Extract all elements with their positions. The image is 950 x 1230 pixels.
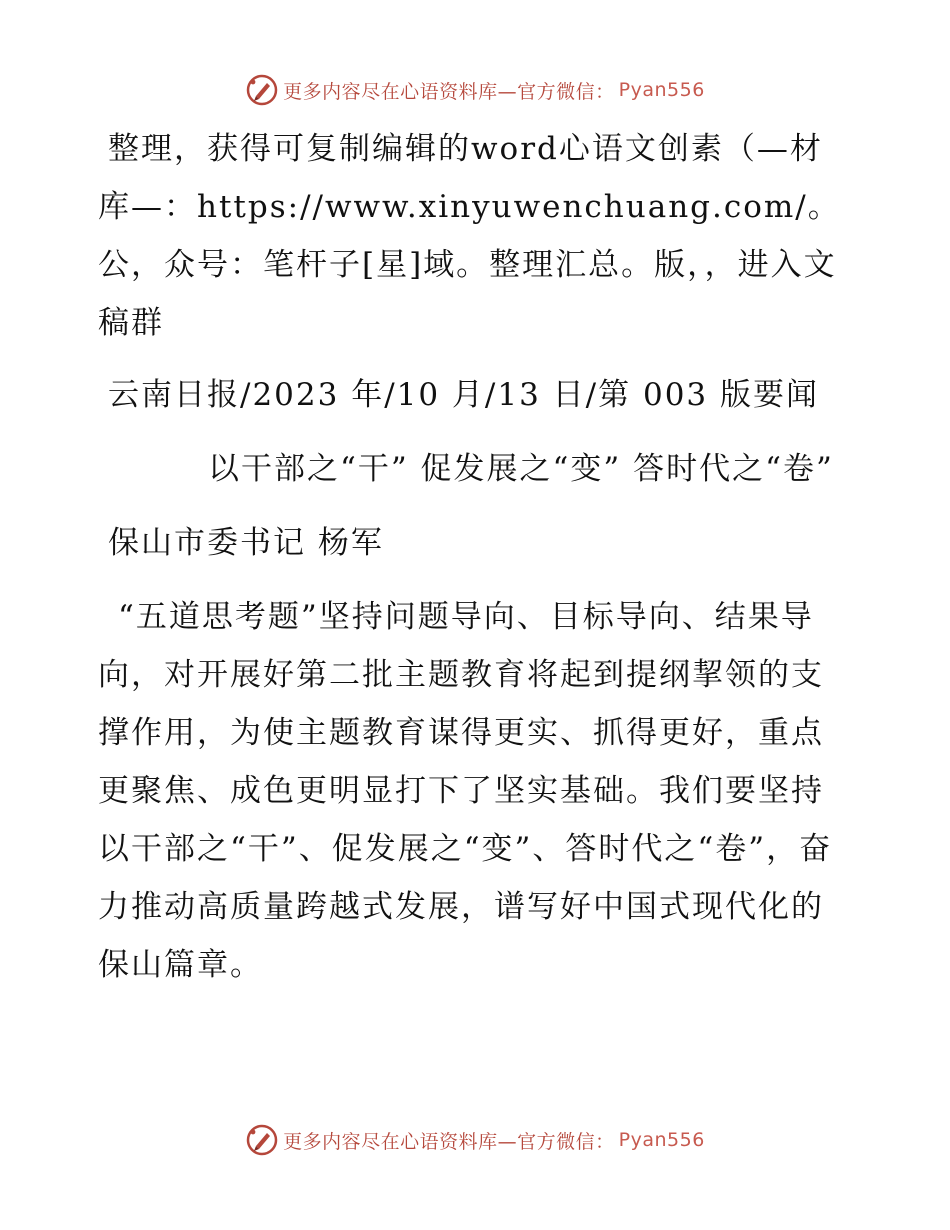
watermark-group — [245, 1123, 705, 1157]
intro-paragraph: 整理，获得可复制编辑的word心语文创素（—材库—：https://www.xinyuwenchuang.com/。公，众号：笔杆子[星]域。整理汇总。版，，进入文稿群 — [98, 131, 841, 341]
watermark-text: 更多内容尽在心语资料库—官方微信： — [283, 80, 615, 103]
body-paragraph: “五道思考题”坚持问题导向、目标导向、结果导向，对开展好第二批主题教育将起到提纲挈领的支撑作用，为使主题教育谋得更实、抓得更好，重点更聚焦、成色更明显打下了坚实基础。我们要坚持以干部之“干”、促发展之“变”、答时代之“卷”，奋力推动高质量跨越式发展，谱写好中国式现代化的保山篇章。 — [98, 599, 833, 983]
document-body — [98, 120, 850, 994]
pen-nib-icon — [245, 73, 279, 107]
source-line: 云南日报/2023 年/10 月/13 日/第 003 版要闻 — [108, 377, 820, 413]
watermark-group — [245, 73, 705, 107]
footer-watermark — [0, 1120, 950, 1160]
article-title: 以干部之“干” 促发展之“变” 答时代之“卷” — [208, 451, 834, 487]
header-watermark — [0, 70, 950, 110]
article-author: 保山市委书记 杨军 — [108, 525, 384, 561]
pen-nib-icon — [245, 1123, 279, 1157]
watermark-text: 更多内容尽在心语资料库—官方微信： — [283, 1130, 615, 1153]
watermark-wechat-id: Pyan556 — [618, 1129, 705, 1151]
watermark-wechat-id: Pyan556 — [618, 79, 705, 101]
